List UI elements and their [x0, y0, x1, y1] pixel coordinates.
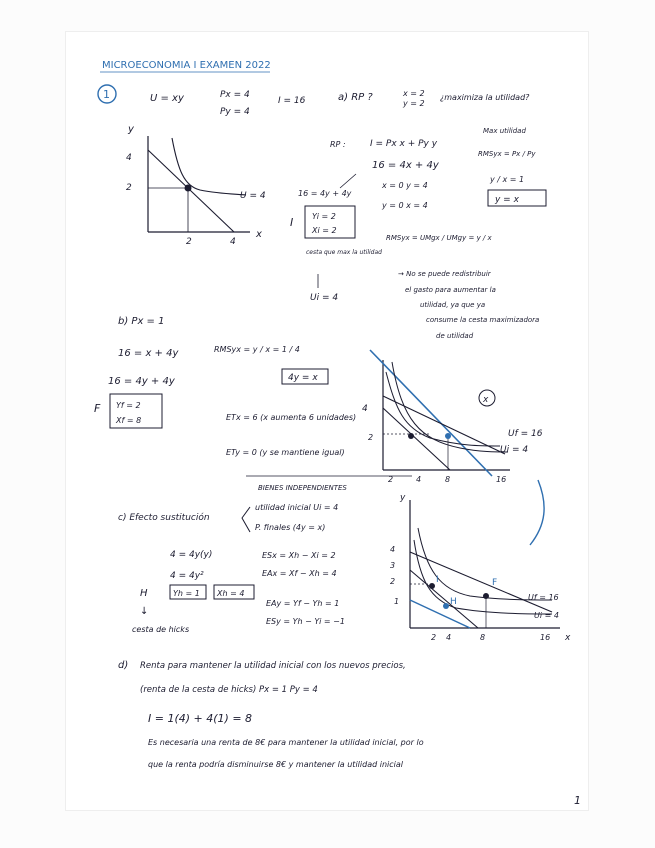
graph3-tick-2: 2 — [390, 577, 396, 586]
rp-label: RP : — [330, 140, 346, 149]
graph3-label-uf: Uf = 16 — [528, 593, 559, 602]
ety-value: ETy = 0 (y se mantiene igual) — [226, 448, 345, 457]
part-d-line-3: Es necesaria una renta de 8€ para mantener la utilidad inicial, por lo — [148, 738, 424, 747]
explanation-line-3: utilidad, ya que ya — [420, 301, 486, 309]
price-y: Py = 4 — [220, 107, 250, 117]
budget-substitution: 16 = 4y + 4y — [298, 189, 352, 198]
graph2-circled-text: x — [483, 395, 489, 405]
graph1-budget-line — [148, 150, 234, 232]
graph3-tick-4: 4 — [390, 545, 396, 554]
exam-title: MICROECONOMIA I EXAMEN 2022 — [102, 60, 271, 71]
graph3-tick-1: 1 — [394, 597, 400, 606]
explanation-line-1: → No se puede redistribuir — [398, 270, 491, 278]
part-b-label: b) Px = 1 — [118, 316, 165, 327]
eax-value: EAx = Xf − Xh = 4 — [262, 569, 337, 578]
part-b-budget2: 16 = 4y + 4y — [108, 376, 175, 387]
income: I = 16 — [278, 96, 306, 106]
graph1-tick-x2: 2 — [186, 237, 192, 247]
graph1-optimum-point — [185, 185, 192, 192]
graph-2 — [362, 350, 543, 484]
graph2-label-uf: Uf = 16 — [508, 429, 543, 439]
graph2-label-ui: Ui = 4 — [500, 445, 529, 455]
part-d-line-4: que la renta podría disminuirse 8€ y mantener la utilidad inicial — [148, 760, 403, 769]
blue-curved-arrow — [530, 480, 544, 545]
part-d-line-2: (renta de la cesta de hicks) Px = 1 Py = 4 — [140, 685, 318, 695]
graph3-y-label: y — [400, 493, 406, 503]
rms-equation: RMSyx = Px / Py — [478, 150, 536, 158]
esx-value: ESx = Xh − Xi = 2 — [262, 551, 336, 560]
graph3-budget-final — [410, 552, 552, 612]
hicks-arrow: ↓ — [140, 606, 149, 617]
graph3-label-f: F — [492, 578, 498, 588]
graph1-y-label: y — [128, 124, 134, 135]
bienes-label: BIENES INDEPENDIENTES — [258, 484, 347, 492]
part-d-label: d) — [118, 660, 129, 671]
zero-point-2: y = 0 x = 4 — [382, 201, 428, 210]
part-c-brace — [242, 507, 250, 532]
graph1-tick-y2: 2 — [126, 183, 132, 193]
point-f-label: F — [94, 402, 101, 415]
cesta-hicks: cesta de hicks — [132, 625, 190, 634]
yh-value: Yh = 1 — [173, 589, 200, 598]
graph2-tick-x2: 2 — [388, 475, 394, 484]
graph2-tick-y2: 2 — [368, 433, 374, 442]
eay-value: EAy = Yf − Yh = 1 — [266, 599, 340, 608]
part-d-line-1: Renta para mantener la utilidad inicial con los nuevos precios, — [140, 661, 406, 671]
graph1-x-label: x — [256, 229, 262, 240]
rp-equation: I = Px x + Py y — [370, 139, 438, 149]
graph3-x-label: x — [565, 633, 571, 643]
graph1-curve-label: U = 4 — [240, 191, 266, 201]
graph1-tick-y4: 4 — [126, 153, 132, 163]
zero-point-1: x = 0 y = 4 — [382, 181, 428, 190]
rms-derivation: RMSyx = UMgx / UMgy = y / x — [386, 234, 492, 242]
graph2-tick-x16: 16 — [496, 475, 507, 484]
part-b-result: 4y = x — [288, 373, 318, 383]
graph1-tick-x4: 4 — [230, 237, 236, 247]
ratio-equation: y / x = 1 — [490, 175, 525, 184]
part-c-eq2: 4 = 4y² — [170, 571, 204, 581]
graph3-tick-x2: 2 — [431, 633, 437, 642]
question-a: a) RP ? — [338, 92, 373, 103]
graph2-tick-x4: 4 — [416, 475, 422, 484]
question-maximize: ¿maximiza la utilidad? — [440, 93, 530, 102]
graph3-point-i — [429, 583, 435, 589]
ratio-result: y = x — [495, 195, 519, 205]
rp-numeric: 16 = 4x + 4y — [372, 160, 439, 171]
point-i-label: I — [290, 216, 294, 229]
graph3-label-h: H — [450, 597, 457, 607]
xh-value: Xh = 4 — [217, 589, 245, 598]
explanation-line-2: el gasto para aumentar la — [405, 286, 496, 294]
part-c-eq1: 4 = 4y(y) — [170, 550, 213, 560]
max-utility-label: Max utilidad — [483, 127, 526, 135]
xf-value: Xf = 8 — [116, 416, 142, 425]
graph2-point-f — [445, 433, 451, 439]
graph-1 — [126, 124, 266, 247]
answer-x: x = 2 — [403, 89, 425, 98]
part-c-brace-bottom: P. finales (4y = x) — [255, 523, 326, 532]
graph3-budget-initial — [410, 570, 478, 628]
explanation-line-4: consume la cesta maximizadora — [426, 316, 540, 324]
part-b-budget: 16 = x + 4y — [118, 348, 179, 359]
part-b-rms: RMSyx = y / x = 1 / 4 — [214, 345, 300, 354]
ui-value: Ui = 4 — [310, 293, 339, 303]
graph3-label-ui: Ui = 4 — [534, 611, 559, 620]
yi-value: Yi = 2 — [312, 212, 336, 221]
graph2-tick-x8: 8 — [445, 475, 451, 484]
yf-value: Yf = 2 — [116, 401, 141, 410]
part-c-brace-top: utilidad inicial Ui = 4 — [255, 503, 339, 512]
graph2-tick-y4: 4 — [362, 404, 368, 414]
graph3-label-i: I — [436, 575, 439, 585]
utility-function: U = xy — [150, 93, 184, 104]
exercise-number: 1 — [103, 88, 110, 101]
esy-value: ESy = Yh − Yi = −1 — [266, 617, 345, 626]
graph3-tick-x8: 8 — [480, 633, 486, 642]
answer-y: y = 2 — [403, 99, 425, 108]
etx-value: ETx = 6 (x aumenta 6 unidades) — [226, 413, 357, 422]
graph1-indifference-curve — [172, 138, 246, 195]
graph3-tick-x16: 16 — [540, 633, 551, 642]
part-d-equation: I = 1(4) + 4(1) = 8 — [148, 712, 253, 725]
cesta-note: cesta que max la utilidad — [306, 249, 382, 256]
point-h-label: H — [140, 588, 148, 599]
graph3-point-h — [443, 603, 449, 609]
graph3-tick-x4: 4 — [446, 633, 452, 642]
part-c-label: c) Efecto sustitución — [118, 513, 210, 523]
price-x: Px = 4 — [220, 90, 250, 100]
xi-value: Xi = 2 — [312, 226, 337, 235]
graph3-tick-3: 3 — [390, 561, 396, 570]
substitution-arrow — [340, 174, 356, 188]
graph3-point-f — [483, 593, 489, 599]
explanation-line-5: de utilidad — [436, 332, 474, 340]
page-number: 1 — [574, 794, 581, 807]
graph2-budget-initial — [383, 408, 450, 470]
graph2-point-i — [408, 433, 414, 439]
